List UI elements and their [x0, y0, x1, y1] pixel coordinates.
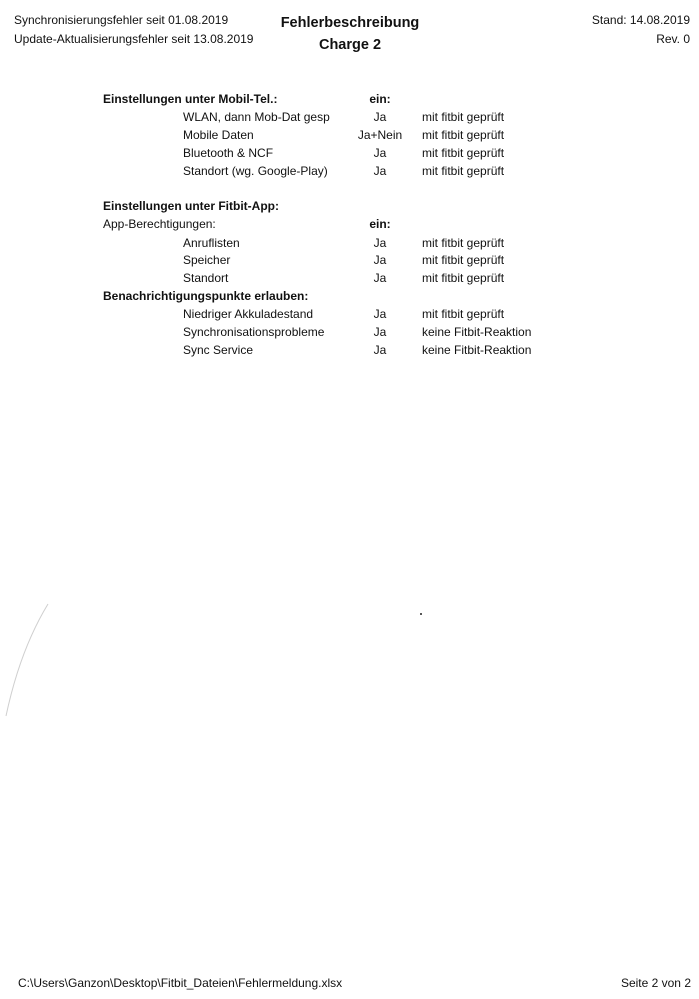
row-value: Ja: [373, 110, 387, 124]
row-value: Ja: [373, 325, 387, 339]
row-value: Ja: [373, 253, 387, 267]
table-row: [0, 236, 699, 254]
section-notifications-heading-row: [0, 289, 699, 307]
row-item: Synchronisationsprobleme: [183, 325, 325, 339]
section-fitbit-heading-row: [0, 199, 699, 217]
header-sync-error-date: Synchronisierungsfehler seit 01.08.2019: [14, 13, 229, 27]
row-note: mit fitbit geprüft: [422, 236, 505, 250]
row-note: mit fitbit geprüft: [422, 253, 505, 267]
section-permissions-heading-row: [0, 217, 699, 235]
header-revision: Rev. 0: [656, 32, 690, 46]
row-item: Standort: [183, 271, 229, 285]
table-row: [0, 307, 699, 325]
row-item: Anruflisten: [183, 236, 240, 250]
row-value: Ja: [373, 343, 387, 357]
table-row: [0, 146, 699, 164]
document-subtitle: Charge 2: [318, 37, 382, 53]
row-note: keine Fitbit-Reaktion: [422, 343, 532, 357]
row-note: keine Fitbit-Reaktion: [422, 325, 532, 339]
row-item: Niedriger Akkuladestand: [183, 307, 314, 321]
row-note: mit fitbit geprüft: [422, 146, 505, 160]
permissions-subheading: App-Berechtigungen:: [103, 217, 216, 231]
table-row: [0, 271, 699, 289]
document-title: Fehlerbeschreibung: [280, 15, 420, 31]
scan-artifact-arc: [0, 600, 60, 720]
column-label-ein: ein:: [369, 217, 391, 231]
row-item: Sync Service: [183, 343, 254, 357]
section-mobile-heading: Einstellungen unter Mobil-Tel.:: [103, 92, 278, 106]
table-row: [0, 325, 699, 343]
footer-page-number: Seite 2 von 2: [620, 976, 691, 990]
column-label-ein: ein:: [369, 92, 391, 106]
table-row: [0, 164, 699, 182]
row-item: Mobile Daten: [183, 128, 254, 142]
row-item: WLAN, dann Mob-Dat gesp: [183, 110, 330, 124]
row-note: mit fitbit geprüft: [422, 271, 505, 285]
row-value: Ja: [373, 146, 387, 160]
row-value: Ja: [373, 236, 387, 250]
row-value: Ja: [373, 271, 387, 285]
row-value: Ja+Nein: [357, 128, 403, 142]
row-item: Standort (wg. Google-Play): [183, 164, 328, 178]
footer-file-path: C:\Users\Ganzon\Desktop\Fitbit_Dateien\Fehlermeldung.xlsx: [18, 976, 343, 990]
header-update-error-date: Update-Aktualisierungsfehler seit 13.08.2019: [14, 32, 254, 46]
table-row: [0, 253, 699, 271]
row-note: mit fitbit geprüft: [422, 128, 505, 142]
row-value: Ja: [373, 164, 387, 178]
row-value: Ja: [373, 307, 387, 321]
table-row: [0, 110, 699, 128]
row-note: mit fitbit geprüft: [422, 307, 505, 321]
header-stand-date: Stand: 14.08.2019: [591, 13, 690, 27]
section-fitbit-heading: Einstellungen unter Fitbit-App:: [103, 199, 279, 213]
table-row: [0, 343, 699, 361]
scan-speck: [420, 613, 422, 615]
row-note: mit fitbit geprüft: [422, 110, 505, 124]
row-item: Bluetooth & NCF: [183, 146, 274, 160]
row-item: Speicher: [183, 253, 231, 267]
table-row: [0, 128, 699, 146]
row-note: mit fitbit geprüft: [422, 164, 505, 178]
section-notifications-heading: Benachrichtigungspunkte erlauben:: [103, 289, 309, 303]
section-mobile-heading-row: [0, 92, 699, 110]
